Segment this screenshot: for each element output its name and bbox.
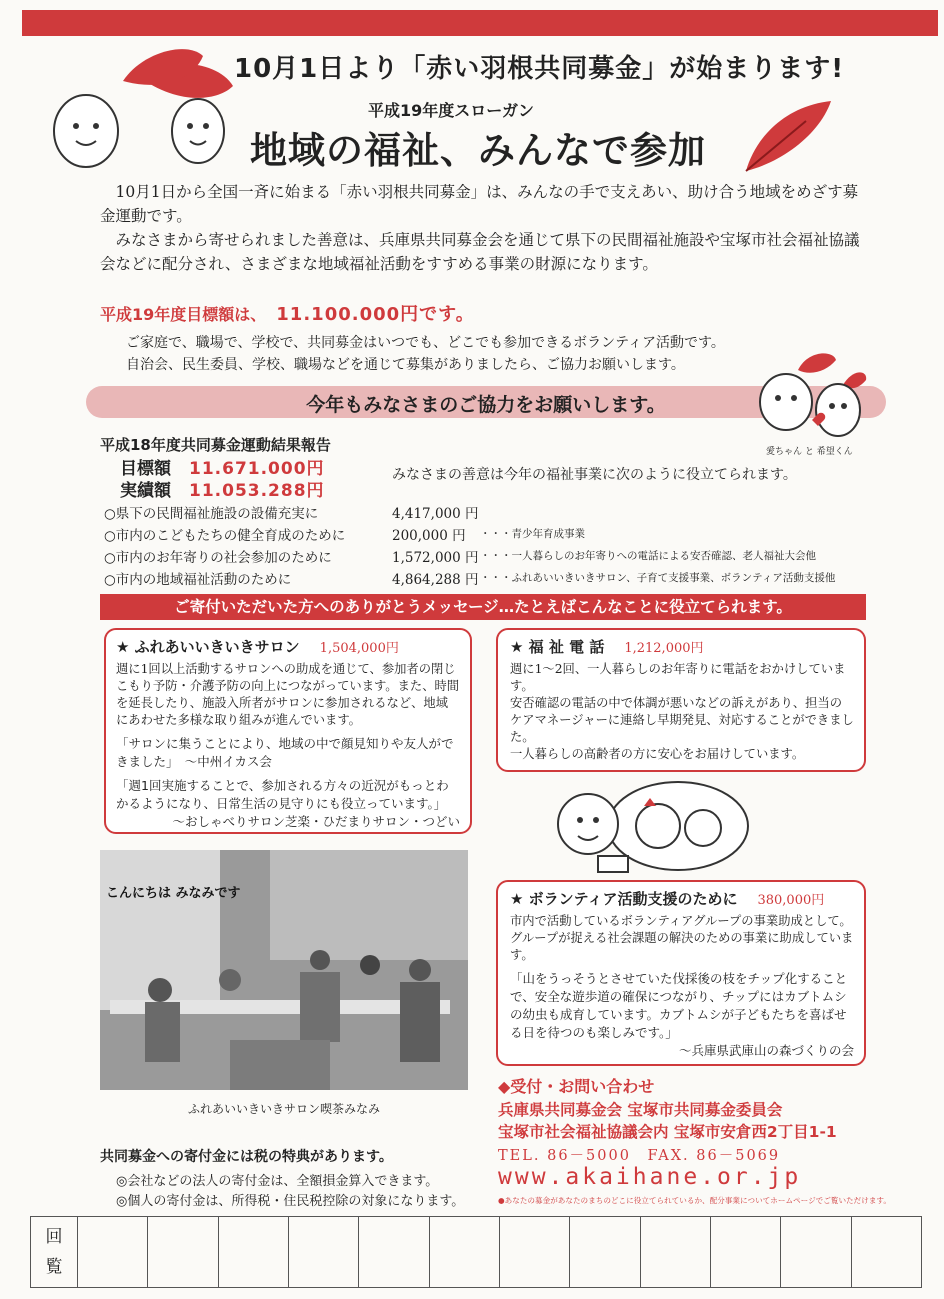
volunteer-support-box bbox=[496, 880, 866, 1066]
circulation-cell[interactable] bbox=[289, 1217, 359, 1287]
top-red-bar bbox=[22, 10, 938, 36]
salon-body: 週に1回以上活動するサロンへの助成を通じて、参加者の閉じこもり予防・介護予防の向上につながっています。また、時間を延長したり、施設入所者がサロンに参加されるなど、地域にあわせた多様な取り組みが進んでいます。 bbox=[116, 662, 460, 727]
circulation-cell[interactable] bbox=[359, 1217, 429, 1287]
slogan-label: 平成19年度スローガン bbox=[368, 101, 534, 120]
website-note: ●あなたの募金があなたのまちのどこに役立てられているか、配分事業についてホームページでご覧いただけます。 bbox=[498, 1196, 891, 1205]
volunteer-support-quote-source: ～兵庫県武庫山の森づくりの会 bbox=[678, 1043, 854, 1058]
mascot-names: 愛ちゃん と 希望くん bbox=[766, 447, 853, 457]
circulation-cell[interactable] bbox=[852, 1217, 921, 1287]
circulation-label: 回 覧 bbox=[31, 1217, 78, 1287]
circulation-cell[interactable] bbox=[500, 1217, 570, 1287]
circulation-cell[interactable] bbox=[219, 1217, 289, 1287]
results-goal: 目標額 11.671.000円 bbox=[120, 459, 325, 479]
allocation-row: ○市内のこどもたちの健全育成のために 200,000 円 ・・・青少年育成事業 bbox=[104, 528, 585, 544]
phone-title: ★ 福 祉 電 話 1,212,000円 bbox=[510, 638, 704, 656]
circulation-cell[interactable] bbox=[570, 1217, 640, 1287]
volunteer-support-body: 市内で活動しているボランティアグループの事業助成として。グループが捉える社会課題の解決のための事業に助成しています。 bbox=[510, 914, 854, 962]
circulation-cell[interactable] bbox=[430, 1217, 500, 1287]
feather-mascots-illustration bbox=[28, 46, 238, 176]
salon-quote-2: 「週1回実施することで、参加される方々の近況がもっとわかるようになり、日常生活の見守りにも役立っています。」 bbox=[116, 778, 449, 811]
phone-box bbox=[496, 628, 866, 772]
website-link[interactable]: www.akaihane.or.jp bbox=[498, 1164, 802, 1190]
banner-text: 今年もみなさまのご協力をお願いします。 bbox=[306, 394, 666, 416]
thanks-band: ご寄付いただいた方へのありがとうメッセージ…たとえばこんなことに役立てられます。 bbox=[100, 594, 866, 620]
circulation-table bbox=[30, 1216, 922, 1288]
allocation-row: ○県下の民間福祉施設の設備充実に 4,417,000 円 bbox=[104, 506, 479, 522]
headline: 10月1日より「赤い羽根共同募金」が始まります! bbox=[234, 54, 845, 84]
tax-line-1: ◎会社などの法人の寄付金は、全額損金算入できます。 bbox=[116, 1174, 439, 1189]
target-amount: 平成19年度目標額は、 11.100.000円です。 bbox=[100, 304, 475, 325]
phone-body-3: 一人暮らしの高齢者の方に安心をお届けしています。 bbox=[510, 747, 805, 761]
circulation-cell[interactable] bbox=[148, 1217, 218, 1287]
photo-poster-text: こんにちは みなみです bbox=[106, 886, 241, 901]
allocation-row: ○市内の地域福祉活動のために 4,864,288 円 ・・・ふれあいいきいきサロン、子育て支援事業、ボランティア活動支援他 bbox=[104, 572, 836, 588]
salon-quote-2-source: ～おしゃべりサロン芝楽・ひだまりサロン・つどい bbox=[172, 814, 460, 829]
volunteer-support-title: ★ ボランティア活動支援のために 380,000円 bbox=[510, 890, 825, 908]
salon-quote-1: 「サロンに集うことにより、地域の中で顔見知りや友人ができました」 ～中州イカス会 bbox=[116, 736, 454, 769]
results-actual: 実績額 11.053.288円 bbox=[120, 481, 325, 501]
intro-paragraph-1: 10月1日から全国一斉に始まる「赤い羽根共同募金」は、みんなの手で支えあい、助け合う地域をめざす募金運動です。 bbox=[100, 183, 859, 225]
salon-title: ★ ふれあいいきいきサロン 1,504,000円 bbox=[116, 638, 399, 656]
intro-paragraph-2: みなさまから寄せられました善意は、兵庫県共同募金会を通じて県下の民間福祉施設や宝塚市社会福祉協議会などに配分され、さまざまな地域福祉活動をすすめる事業の財源になります。 bbox=[100, 231, 860, 273]
allocation-row: ○市内のお年寄りの社会参加のために 1,572,000 円 ・・・一人暮らしのお年寄りへの電話による安否確認、老人福祉大会他 bbox=[104, 550, 816, 566]
mascot-pair-illustration bbox=[748, 350, 868, 440]
circulation-cell[interactable] bbox=[781, 1217, 851, 1287]
results-title: 平成18年度共同募金運動結果報告 bbox=[100, 436, 331, 454]
circulation-cell[interactable] bbox=[711, 1217, 781, 1287]
results-note: みなさまの善意は今年の福祉事業に次のように役立てられます。 bbox=[392, 467, 797, 483]
volunteer-support-quote: 「山をうっそうとさせていた伐採後の枝をチップ化することで、安全な遊歩道の確保につながり、チップにはカブトムシの幼虫も成育しています。カブトムシが子どもたちを喜ばせる日を待つのも楽しみです。」 bbox=[510, 971, 848, 1040]
elderly-phone-illustration bbox=[548, 776, 768, 876]
circulation-cell[interactable] bbox=[78, 1217, 148, 1287]
slogan: 地域の福祉、みんなで参加 bbox=[250, 129, 706, 172]
contact-tel-fax: TEL. 86－5000 FAX. 86－5069 bbox=[498, 1148, 781, 1164]
phone-body-1: 週に1～2回、一人暮らしのお年寄りに電話をおかけしています。 bbox=[510, 662, 846, 693]
salon-photo bbox=[100, 850, 468, 1090]
tax-line-2: ◎個人の寄付金は、所得税・住民税控除の対象になります。 bbox=[116, 1194, 465, 1209]
phone-body-2: 安否確認の電話の中で体調が悪いなどの訴えがあり、担当のケアマネージャーに連絡し早期発見、対応することができました。 bbox=[510, 696, 854, 744]
contact-heading: ◆受付・お問い合わせ bbox=[498, 1077, 655, 1096]
tax-title: 共同募金への寄付金には税の特典があります。 bbox=[100, 1149, 393, 1165]
red-feather-icon bbox=[736, 96, 836, 176]
volunteer-text: ご家庭で、職場で、学校で、共同募金はいつでも、どこでも参加できるボランティア活動です。 自治会、民生委員、学校、職場などを通じて募集がありましたら、ご協力お願いします。 bbox=[126, 335, 725, 373]
salon-box bbox=[104, 628, 472, 834]
circulation-cell[interactable] bbox=[641, 1217, 711, 1287]
photo-caption: ふれあいいきいきサロン喫茶みなみ bbox=[187, 1102, 380, 1116]
contact-line-1: 兵庫県共同募金会 宝塚市共同募金委員会 bbox=[498, 1101, 783, 1119]
contact-line-2: 宝塚市社会福祉協議会内 宝塚市安倉西2丁目1-1 bbox=[498, 1123, 837, 1141]
